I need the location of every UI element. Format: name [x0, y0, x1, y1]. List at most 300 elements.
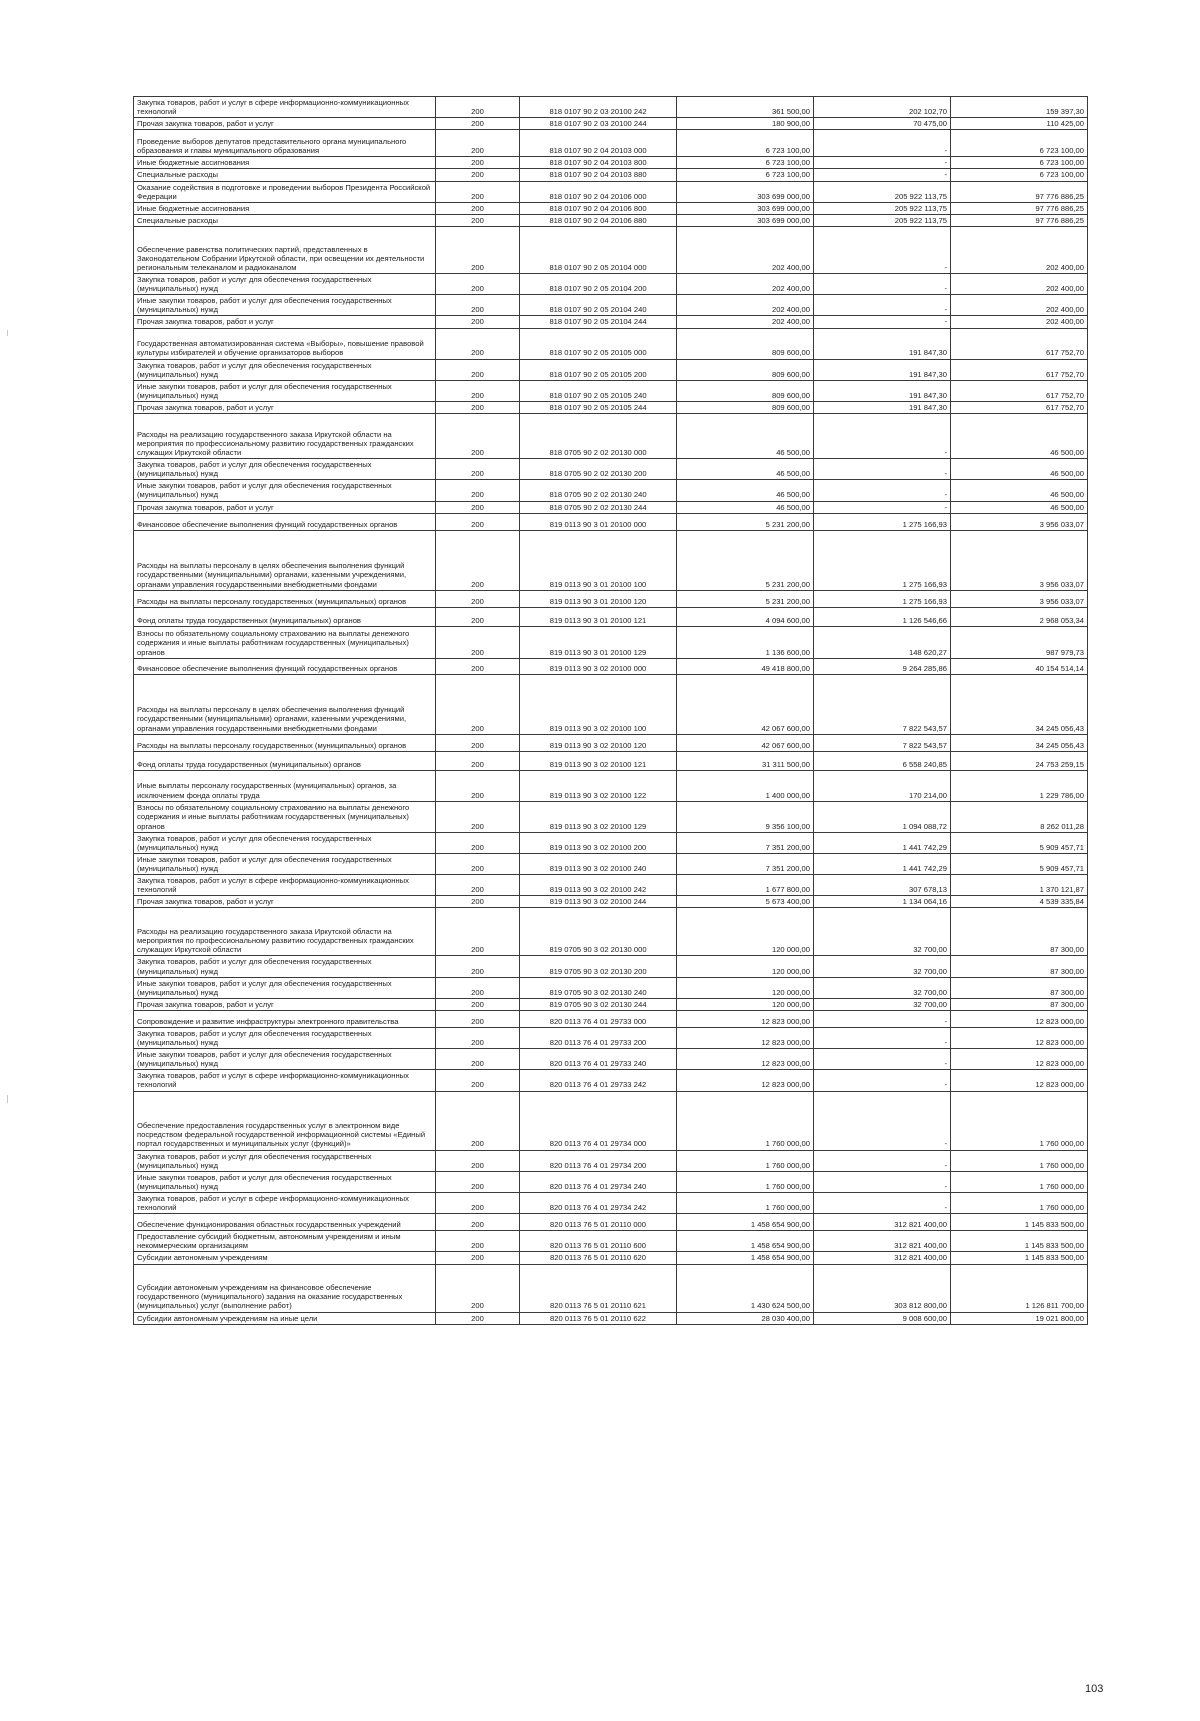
row-name: Закупка товаров, работ и услуг для обеспечения государственных (муниципальных) нужд: [134, 956, 436, 977]
row-executed: -: [814, 480, 951, 501]
row-executed: -: [814, 130, 951, 157]
table-row: [134, 1027, 1088, 1048]
row-unexecuted: 87 300,00: [951, 977, 1088, 998]
row-budget-code: 819 0113 90 3 01 20100 100: [520, 530, 677, 590]
row-budget-code: 820 0113 76 5 01 20110 000: [520, 1214, 677, 1231]
row-code: 200: [436, 658, 520, 674]
row-approved: 1 136 600,00: [677, 626, 814, 658]
table-row: [134, 130, 1088, 157]
table-row: [134, 380, 1088, 401]
row-executed: 70 475,00: [814, 118, 951, 130]
row-executed: 32 700,00: [814, 956, 951, 977]
row-executed: -: [814, 1091, 951, 1150]
row-code: 200: [436, 157, 520, 169]
row-code: 200: [436, 359, 520, 380]
row-name: Закупка товаров, работ и услуг для обеспечения государственных (муниципальных) нужд: [134, 1150, 436, 1171]
row-name: Закупка товаров, работ и услуг для обеспечения государственных (муниципальных) нужд: [134, 273, 436, 294]
row-approved: 202 400,00: [677, 226, 814, 273]
row-name: Иные закупки товаров, работ и услуг для обеспечения государственных (муниципальных) нужд: [134, 1049, 436, 1070]
row-unexecuted: 40 154 514,14: [951, 658, 1088, 674]
row-budget-code: 818 0107 90 2 04 20106 880: [520, 214, 677, 226]
row-unexecuted: 8 262 011,28: [951, 801, 1088, 832]
row-code: 200: [436, 97, 520, 118]
table-row: [134, 1010, 1088, 1027]
row-budget-code: 820 0113 76 4 01 29733 242: [520, 1070, 677, 1091]
row-budget-code: 819 0113 90 3 01 20100 000: [520, 513, 677, 530]
row-code: 200: [436, 1193, 520, 1214]
table-row: [134, 896, 1088, 908]
row-code: 200: [436, 896, 520, 908]
row-budget-code: 820 0113 76 5 01 20110 622: [520, 1312, 677, 1324]
row-code: 200: [436, 1010, 520, 1027]
row-name: Закупка товаров, работ и услуг для обеспечения государственных (муниципальных) нужд: [134, 832, 436, 853]
row-approved: 303 699 000,00: [677, 202, 814, 214]
row-executed: 312 821 400,00: [814, 1214, 951, 1231]
row-code: 200: [436, 832, 520, 853]
row-executed: -: [814, 414, 951, 459]
row-budget-code: 819 0113 90 3 02 20100 244: [520, 896, 677, 908]
row-unexecuted: 3 956 033,07: [951, 513, 1088, 530]
row-approved: 5 673 400,00: [677, 896, 814, 908]
row-approved: 120 000,00: [677, 956, 814, 977]
row-budget-code: 818 0705 90 2 02 20130 200: [520, 459, 677, 480]
row-executed: -: [814, 1027, 951, 1048]
table-row: [134, 1231, 1088, 1252]
row-executed: 170 214,00: [814, 770, 951, 801]
row-approved: 1 458 654 900,00: [677, 1252, 814, 1264]
row-budget-code: 818 0107 90 2 04 20106 000: [520, 181, 677, 202]
row-unexecuted: 97 776 886,25: [951, 202, 1088, 214]
row-executed: 205 922 113,75: [814, 181, 951, 202]
row-executed: -: [814, 295, 951, 316]
row-name: Субсидии автономным учреждениям: [134, 1252, 436, 1264]
row-approved: 4 094 600,00: [677, 607, 814, 626]
row-name: Расходы на выплаты персоналу государственных (муниципальных) органов: [134, 734, 436, 751]
row-budget-code: 818 0107 90 2 05 20105 000: [520, 328, 677, 359]
table-row: [134, 202, 1088, 214]
row-executed: 32 700,00: [814, 908, 951, 956]
row-approved: 46 500,00: [677, 459, 814, 480]
table-row: [134, 770, 1088, 801]
row-unexecuted: 97 776 886,25: [951, 181, 1088, 202]
row-unexecuted: 34 245 056,43: [951, 734, 1088, 751]
row-approved: 7 351 200,00: [677, 832, 814, 853]
row-budget-code: 819 0113 90 3 02 20100 242: [520, 875, 677, 896]
table-row: [134, 1049, 1088, 1070]
row-approved: 6 723 100,00: [677, 157, 814, 169]
row-unexecuted: 5 909 457,71: [951, 832, 1088, 853]
row-executed: -: [814, 1171, 951, 1192]
table-row: [134, 414, 1088, 459]
row-name: Иные бюджетные ассигнования: [134, 157, 436, 169]
row-budget-code: 819 0705 90 3 02 20130 240: [520, 977, 677, 998]
row-code: 200: [436, 1171, 520, 1192]
row-name: Прочая закупка товаров, работ и услуг: [134, 998, 436, 1010]
row-budget-code: 819 0113 90 3 02 20100 121: [520, 751, 677, 770]
row-code: 200: [436, 501, 520, 513]
row-executed: -: [814, 459, 951, 480]
row-name: Прочая закупка товаров, работ и услуг: [134, 401, 436, 413]
table-row: [134, 1070, 1088, 1091]
row-approved: 12 823 000,00: [677, 1010, 814, 1027]
row-code: 200: [436, 316, 520, 328]
row-code: 200: [436, 273, 520, 294]
table-row: [134, 674, 1088, 734]
row-approved: 46 500,00: [677, 501, 814, 513]
row-unexecuted: 87 300,00: [951, 956, 1088, 977]
row-executed: 205 922 113,75: [814, 214, 951, 226]
row-unexecuted: 46 500,00: [951, 480, 1088, 501]
row-unexecuted: 617 752,70: [951, 359, 1088, 380]
page-number: 103: [1085, 1683, 1104, 1695]
row-name: Специальные расходы: [134, 214, 436, 226]
row-code: 200: [436, 328, 520, 359]
row-budget-code: 818 0107 90 2 05 20105 240: [520, 380, 677, 401]
row-executed: 205 922 113,75: [814, 202, 951, 214]
row-executed: -: [814, 501, 951, 513]
row-approved: 5 231 200,00: [677, 590, 814, 607]
row-budget-code: 818 0107 90 2 04 20103 000: [520, 130, 677, 157]
row-budget-code: 819 0113 90 3 02 20100 000: [520, 658, 677, 674]
row-approved: 809 600,00: [677, 380, 814, 401]
row-approved: 1 760 000,00: [677, 1150, 814, 1171]
row-budget-code: 820 0113 76 4 01 29734 200: [520, 1150, 677, 1171]
table-row: [134, 607, 1088, 626]
row-approved: 12 823 000,00: [677, 1027, 814, 1048]
row-code: 200: [436, 626, 520, 658]
row-code: 200: [436, 1070, 520, 1091]
row-name: Оказание содействия в подготовке и проведении выборов Президента Российской Федерации: [134, 181, 436, 202]
row-approved: 7 351 200,00: [677, 853, 814, 874]
row-code: 200: [436, 380, 520, 401]
table-row: [134, 1214, 1088, 1231]
row-unexecuted: 46 500,00: [951, 459, 1088, 480]
row-approved: 42 067 600,00: [677, 674, 814, 734]
row-executed: 1 441 742,29: [814, 853, 951, 874]
row-name: Прочая закупка товаров, работ и услуг: [134, 118, 436, 130]
row-executed: 312 821 400,00: [814, 1231, 951, 1252]
row-unexecuted: 24 753 259,15: [951, 751, 1088, 770]
row-unexecuted: 1 370 121,87: [951, 875, 1088, 896]
row-name: Иные выплаты персоналу государственных (муниципальных) органов, за исключением фонда оплаты труда: [134, 770, 436, 801]
row-unexecuted: 202 400,00: [951, 316, 1088, 328]
row-budget-code: 819 0113 90 3 02 20100 200: [520, 832, 677, 853]
row-unexecuted: 110 425,00: [951, 118, 1088, 130]
row-approved: 46 500,00: [677, 480, 814, 501]
table-row: [134, 734, 1088, 751]
row-approved: 1 430 624 500,00: [677, 1264, 814, 1312]
row-name: Субсидии автономным учреждениям на иные цели: [134, 1312, 436, 1324]
row-budget-code: 820 0113 76 5 01 20110 621: [520, 1264, 677, 1312]
row-code: 200: [436, 169, 520, 181]
row-unexecuted: 1 145 833 500,00: [951, 1252, 1088, 1264]
row-budget-code: 818 0107 90 2 04 20103 800: [520, 157, 677, 169]
row-budget-code: 818 0107 90 2 03 20100 244: [520, 118, 677, 130]
table-row: [134, 273, 1088, 294]
row-executed: 148 620,27: [814, 626, 951, 658]
table-row: [134, 480, 1088, 501]
row-unexecuted: 6 723 100,00: [951, 169, 1088, 181]
row-budget-code: 818 0107 90 2 05 20105 200: [520, 359, 677, 380]
table-row: [134, 501, 1088, 513]
row-budget-code: 819 0705 90 3 02 20130 200: [520, 956, 677, 977]
table-row: [134, 1252, 1088, 1264]
row-name: Специальные расходы: [134, 169, 436, 181]
table-row: [134, 977, 1088, 998]
row-executed: -: [814, 1150, 951, 1171]
row-unexecuted: 1 760 000,00: [951, 1150, 1088, 1171]
row-unexecuted: 1 126 811 700,00: [951, 1264, 1088, 1312]
row-unexecuted: 202 400,00: [951, 226, 1088, 273]
row-approved: 6 723 100,00: [677, 169, 814, 181]
row-budget-code: 819 0705 90 3 02 20130 244: [520, 998, 677, 1010]
row-approved: 12 823 000,00: [677, 1070, 814, 1091]
row-code: 200: [436, 414, 520, 459]
table-row: [134, 530, 1088, 590]
row-code: 200: [436, 401, 520, 413]
row-unexecuted: 19 021 800,00: [951, 1312, 1088, 1324]
table-row: [134, 590, 1088, 607]
table-row: [134, 1171, 1088, 1192]
row-approved: 42 067 600,00: [677, 734, 814, 751]
table-row: [134, 118, 1088, 130]
row-approved: 1 400 000,00: [677, 770, 814, 801]
row-code: 200: [436, 751, 520, 770]
scan-margin-mark: [7, 330, 8, 336]
row-approved: 180 900,00: [677, 118, 814, 130]
row-code: 200: [436, 1312, 520, 1324]
row-code: 200: [436, 130, 520, 157]
row-code: 200: [436, 214, 520, 226]
row-approved: 120 000,00: [677, 977, 814, 998]
row-name: Обеспечение равенства политических партий, представленных в Законодательном Собрании Иркутской области, при освещении их деятельности региональным телеканалом и радиоканалом: [134, 226, 436, 273]
table-row: [134, 908, 1088, 956]
row-unexecuted: 1 760 000,00: [951, 1171, 1088, 1192]
row-approved: 1 458 654 900,00: [677, 1231, 814, 1252]
row-budget-code: 820 0113 76 4 01 29734 240: [520, 1171, 677, 1192]
row-name: Иные закупки товаров, работ и услуг для обеспечения государственных (муниципальных) нужд: [134, 853, 436, 874]
row-approved: 361 500,00: [677, 97, 814, 118]
row-name: Государственная автоматизированная система «Выборы», повышение правовой культуры избирателей и обучение организаторов выборов: [134, 328, 436, 359]
table-row: [134, 295, 1088, 316]
row-name: Закупка товаров, работ и услуг в сфере информационно-коммуникационных технологий: [134, 1070, 436, 1091]
row-budget-code: 818 0107 90 2 05 20104 240: [520, 295, 677, 316]
row-unexecuted: 1 145 833 500,00: [951, 1214, 1088, 1231]
row-name: Закупка товаров, работ и услуг в сфере информационно-коммуникационных технологий: [134, 1193, 436, 1214]
row-approved: 809 600,00: [677, 401, 814, 413]
table-row: [134, 328, 1088, 359]
row-name: Прочая закупка товаров, работ и услуг: [134, 316, 436, 328]
table-row: [134, 998, 1088, 1010]
row-executed: 9 264 285,86: [814, 658, 951, 674]
row-executed: -: [814, 157, 951, 169]
row-budget-code: 820 0113 76 5 01 20110 620: [520, 1252, 677, 1264]
row-budget-code: 819 0113 90 3 01 20100 120: [520, 590, 677, 607]
row-unexecuted: 6 723 100,00: [951, 157, 1088, 169]
row-code: 200: [436, 956, 520, 977]
row-code: 200: [436, 734, 520, 751]
row-budget-code: 819 0113 90 3 02 20100 100: [520, 674, 677, 734]
row-executed: 32 700,00: [814, 977, 951, 998]
row-approved: 6 723 100,00: [677, 130, 814, 157]
row-name: Взносы по обязательному социальному страхованию на выплаты денежного содержания и иные выплаты работникам государственных (муниципальных) органов: [134, 626, 436, 658]
row-approved: 1 760 000,00: [677, 1171, 814, 1192]
row-executed: 1 275 166,93: [814, 590, 951, 607]
row-executed: -: [814, 1010, 951, 1027]
row-code: 200: [436, 674, 520, 734]
row-code: 200: [436, 1264, 520, 1312]
row-approved: 12 823 000,00: [677, 1049, 814, 1070]
row-approved: 1 458 654 900,00: [677, 1214, 814, 1231]
row-code: 200: [436, 226, 520, 273]
row-executed: -: [814, 1193, 951, 1214]
row-name: Закупка товаров, работ и услуг в сфере информационно-коммуникационных технологий: [134, 97, 436, 118]
row-code: 200: [436, 118, 520, 130]
row-name: Обеспечение функционирования областных государственных учреждений: [134, 1214, 436, 1231]
row-budget-code: 819 0113 90 3 02 20100 240: [520, 853, 677, 874]
row-code: 200: [436, 530, 520, 590]
row-unexecuted: 1 760 000,00: [951, 1193, 1088, 1214]
row-name: Прочая закупка товаров, работ и услуг: [134, 501, 436, 513]
row-budget-code: 820 0113 76 4 01 29733 240: [520, 1049, 677, 1070]
row-name: Финансовое обеспечение выполнения функций государственных органов: [134, 513, 436, 530]
row-unexecuted: 1 229 786,00: [951, 770, 1088, 801]
row-executed: 1 134 064,16: [814, 896, 951, 908]
table-row: [134, 316, 1088, 328]
row-approved: 809 600,00: [677, 328, 814, 359]
row-name: Обеспечение предоставления государственных услуг в электронном виде посредством федеральной государственной информационной системы «Единый портал государственных и муниципальных услуг (функций)»: [134, 1091, 436, 1150]
row-executed: 191 847,30: [814, 328, 951, 359]
row-budget-code: 818 0107 90 2 05 20105 244: [520, 401, 677, 413]
row-name: Расходы на реализацию государственного заказа Иркутской области на мероприятия по профессиональному развитию государственных гражданских служащих Иркутской области: [134, 908, 436, 956]
row-code: 200: [436, 1252, 520, 1264]
row-executed: 1 441 742,29: [814, 832, 951, 853]
row-approved: 31 311 500,00: [677, 751, 814, 770]
row-budget-code: 819 0113 90 3 02 20100 120: [520, 734, 677, 751]
row-budget-code: 818 0705 90 2 02 20130 240: [520, 480, 677, 501]
row-executed: 1 275 166,93: [814, 530, 951, 590]
table-row: [134, 1312, 1088, 1324]
row-code: 200: [436, 1027, 520, 1048]
row-code: 200: [436, 998, 520, 1010]
row-approved: 1 677 800,00: [677, 875, 814, 896]
row-name: Закупка товаров, работ и услуг в сфере информационно-коммуникационных технологий: [134, 875, 436, 896]
row-name: Закупка товаров, работ и услуг для обеспечения государственных (муниципальных) нужд: [134, 1027, 436, 1048]
row-unexecuted: 6 723 100,00: [951, 130, 1088, 157]
row-name: Расходы на выплаты персоналу государственных (муниципальных) органов: [134, 590, 436, 607]
row-executed: 7 822 543,57: [814, 674, 951, 734]
table-row: [134, 1150, 1088, 1171]
row-code: 200: [436, 590, 520, 607]
table-row: [134, 157, 1088, 169]
table-row: [134, 181, 1088, 202]
row-code: 200: [436, 875, 520, 896]
row-budget-code: 820 0113 76 4 01 29734 242: [520, 1193, 677, 1214]
row-name: Расходы на реализацию государственного заказа Иркутской области на мероприятия по профессиональному развитию государственных гражданских служащих Иркутской области: [134, 414, 436, 459]
table-row: [134, 459, 1088, 480]
row-code: 200: [436, 1214, 520, 1231]
row-code: 200: [436, 770, 520, 801]
row-name: Фонд оплаты труда государственных (муниципальных) органов: [134, 751, 436, 770]
row-name: Фонд оплаты труда государственных (муниципальных) органов: [134, 607, 436, 626]
row-approved: 9 356 100,00: [677, 801, 814, 832]
row-budget-code: 820 0113 76 5 01 20110 600: [520, 1231, 677, 1252]
row-code: 200: [436, 295, 520, 316]
row-code: 200: [436, 977, 520, 998]
row-code: 200: [436, 513, 520, 530]
row-unexecuted: 87 300,00: [951, 908, 1088, 956]
row-executed: -: [814, 1049, 951, 1070]
row-budget-code: 819 0113 90 3 01 20100 121: [520, 607, 677, 626]
table-row: [134, 853, 1088, 874]
row-budget-code: 820 0113 76 4 01 29733 000: [520, 1010, 677, 1027]
table-body: [134, 97, 1088, 1325]
row-unexecuted: 12 823 000,00: [951, 1010, 1088, 1027]
row-name: Закупка товаров, работ и услуг для обеспечения государственных (муниципальных) нужд: [134, 359, 436, 380]
row-unexecuted: 2 968 053,34: [951, 607, 1088, 626]
row-approved: 303 699 000,00: [677, 214, 814, 226]
row-budget-code: 819 0113 90 3 01 20100 129: [520, 626, 677, 658]
row-unexecuted: 202 400,00: [951, 295, 1088, 316]
row-executed: 32 700,00: [814, 998, 951, 1010]
row-executed: 191 847,30: [814, 401, 951, 413]
row-unexecuted: 46 500,00: [951, 501, 1088, 513]
row-name: Иные закупки товаров, работ и услуг для обеспечения государственных (муниципальных) нужд: [134, 295, 436, 316]
row-unexecuted: 46 500,00: [951, 414, 1088, 459]
row-unexecuted: 617 752,70: [951, 401, 1088, 413]
table-row: [134, 626, 1088, 658]
row-unexecuted: 34 245 056,43: [951, 674, 1088, 734]
table-row: [134, 801, 1088, 832]
row-executed: 1 126 546,66: [814, 607, 951, 626]
row-code: 200: [436, 607, 520, 626]
row-approved: 1 760 000,00: [677, 1091, 814, 1150]
row-budget-code: 819 0113 90 3 02 20100 122: [520, 770, 677, 801]
row-unexecuted: 12 823 000,00: [951, 1027, 1088, 1048]
table-row: [134, 956, 1088, 977]
row-code: 200: [436, 459, 520, 480]
row-name: Расходы на выплаты персоналу в целях обеспечения выполнения функций государственными (муниципальными) органами, казенными учреждениями, органами управления государственными внебюджетными фондами: [134, 530, 436, 590]
row-unexecuted: 617 752,70: [951, 328, 1088, 359]
row-executed: 303 812 800,00: [814, 1264, 951, 1312]
row-name: Иные закупки товаров, работ и услуг для обеспечения государственных (муниципальных) нужд: [134, 480, 436, 501]
row-executed: -: [814, 1070, 951, 1091]
row-approved: 809 600,00: [677, 359, 814, 380]
row-budget-code: 818 0107 90 2 04 20106 800: [520, 202, 677, 214]
row-budget-code: 820 0113 76 4 01 29734 000: [520, 1091, 677, 1150]
row-executed: -: [814, 273, 951, 294]
row-name: Иные закупки товаров, работ и услуг для обеспечения государственных (муниципальных) нужд: [134, 380, 436, 401]
table-row: [134, 169, 1088, 181]
row-budget-code: 818 0705 90 2 02 20130 000: [520, 414, 677, 459]
table-row: [134, 1264, 1088, 1312]
table-row: [134, 658, 1088, 674]
row-code: 200: [436, 202, 520, 214]
row-budget-code: 819 0705 90 3 02 20130 000: [520, 908, 677, 956]
row-unexecuted: 202 400,00: [951, 273, 1088, 294]
table-row: [134, 875, 1088, 896]
row-code: 200: [436, 908, 520, 956]
row-approved: 120 000,00: [677, 998, 814, 1010]
row-executed: 191 847,30: [814, 359, 951, 380]
row-unexecuted: 1 145 833 500,00: [951, 1231, 1088, 1252]
row-approved: 46 500,00: [677, 414, 814, 459]
row-executed: 202 102,70: [814, 97, 951, 118]
row-executed: 312 821 400,00: [814, 1252, 951, 1264]
row-unexecuted: 3 956 033,07: [951, 590, 1088, 607]
row-approved: 202 400,00: [677, 273, 814, 294]
row-approved: 5 231 200,00: [677, 513, 814, 530]
